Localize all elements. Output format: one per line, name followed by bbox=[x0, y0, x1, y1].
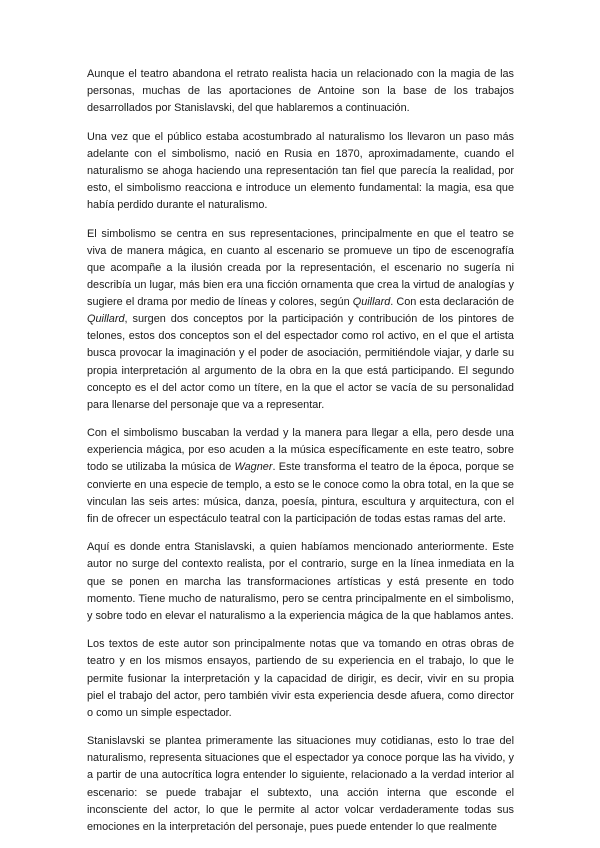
paragraph-2 bbox=[87, 129, 514, 214]
paragraph-1 bbox=[87, 66, 514, 117]
document-page bbox=[87, 66, 514, 847]
paragraph-4 bbox=[87, 425, 514, 528]
paragraph-text: Aunque el teatro abandona el retrato realista hacia un relacionado con la magia de las personas, muchas de las aportaciones de Antoine son la base de los trabajos desarrollados por Stanislavski, del que hablaremos a continuación. bbox=[87, 68, 514, 115]
paragraph-text: , surgen dos conceptos por la participación y contribución de los pintores de telones, estos dos conceptos son el del espectador como rol activo, en el que el artista busca provocar la imaginación y el poder de asociación, permitiéndole viajar, y darle su propia interpretación al argumento de la obra en la que está participando. El segundo concepto es el del actor como un títere, en la que el actor se vacía de su personalidad para llenarse del personaje que va a representar. bbox=[87, 313, 514, 411]
paragraph-text: Con el simbolismo buscaban la verdad y la manera para llegar a ella, pero desde una experiencia mágica, por eso acuden a la música específicamente en este teatro, sobre todo se utilizaba la música de bbox=[87, 427, 514, 474]
italic-name-quillard: Quillard bbox=[87, 313, 125, 326]
paragraph-text: Aquí es donde entra Stanislavski, a quien habíamos mencionado anteriormente. Este autor no surge del contexto realista, por el contrario, surge en la línea inmediata en la que se ponen en marcha las transformaciones artísticas y está presente en todo momento. Tiene mucho de naturalismo, pero se centra principalmente en el simbolismo, y sobre todo en elevar el naturalismo a la experiencia mágica de la que hablamos antes. bbox=[87, 541, 514, 622]
paragraph-text: Stanislavski se plantea primeramente las situaciones muy cotidianas, esto lo trae del naturalismo, representa situaciones que el espectador ya conoce porque las ha vivido, y a partir de una autocrítica logra entender lo siguiente, relacionado a la verdad interior al escenario: se puede trabajar el subtexto, una acción interna que esconde el inconsciente del actor, lo que le permite al actor volcar verdaderamente todas sus emociones en la interpretación del personaje, pues puede entender lo que realmente bbox=[87, 735, 514, 833]
paragraph-3 bbox=[87, 226, 514, 414]
paragraph-6 bbox=[87, 636, 514, 721]
paragraph-text: Los textos de este autor son principalmente notas que va tomando en otras obras de teatro y en los mismos ensayos, partiendo de su experiencia en el trabajo, lo que le permite fusionar la interpretación y la capacidad de dirigir, es decir, vivir en su propia piel el trabajo del actor, pero también vivir esta experiencia desde afuera, como director o como un simple espectador. bbox=[87, 638, 514, 719]
paragraph-7 bbox=[87, 733, 514, 836]
paragraph-text: Una vez que el público estaba acostumbrado al naturalismo los llevaron un paso más adelante con el simbolismo, nació en Rusia en 1870, aproximadamente, cuando el naturalismo se ahoga haciendo una representación tan fiel que parecía la realidad, por esto, el simbolismo reacciona e introduce un elemento fundamental: la magia, esa que había perdido durante el naturalismo. bbox=[87, 130, 514, 212]
italic-name-wagner: Wagner bbox=[234, 461, 273, 474]
paragraph-text: . Este transforma el teatro de la época, porque se convierte en una especie de templo, a esto se le conoce como la obra total, en la que se vinculan las seis artes: música, danza, poesía, pintura, escultura y arquitectura, con el fin de ofrecer un espectáculo teatral con la participación de todas estas ramas del arte. bbox=[87, 461, 514, 525]
paragraph-5 bbox=[87, 539, 514, 624]
paragraph-text: El simbolismo se centra en sus representaciones, principalmente en que el teatro se viva de manera mágica, en cuanto al escenario se promueve un tipo de escenografía que acompañe a la ilusión creada por la representación, el escenario no sugería ni describía un lugar, más bien era una ficción ornamenta que crea la virtud de analogías y sugiere el drama por medio de líneas y colores, según bbox=[87, 227, 514, 309]
italic-name-quillard: Quillard bbox=[352, 296, 391, 309]
paragraph-text: . Con esta declaración de bbox=[390, 296, 514, 309]
